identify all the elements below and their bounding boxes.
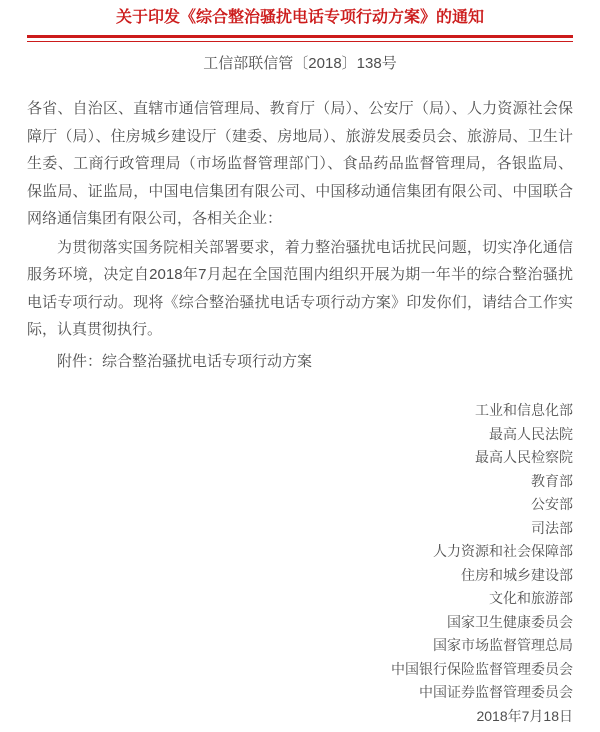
issue-date: 2018年7月18日 bbox=[476, 707, 573, 724]
paragraph-body: 为贯彻落实国务院相关部署要求，着力整治骚扰电话扰民问题，切实净化通信服务环境，决定自2018年7月起在全国范围内组织开展为期一年半的综合整治骚扰电话专项行动。现将《综合整治骚扰电话专项行动方案》印发你们，请结合工作实际，认真贯彻执行。 bbox=[27, 238, 573, 338]
signer-line: 工业和信息化部 bbox=[475, 402, 573, 418]
signer-line: 中国证券监督管理委员会 bbox=[419, 684, 573, 700]
signer-line: 住房和城乡建设部 bbox=[461, 566, 573, 583]
signer-line: 最高人民检察院 bbox=[475, 449, 573, 465]
paragraph-recipients: 各省、自治区、直辖市通信管理局、教育厅（局）、公安厅（局）、人力资源社会保障厅（局）、住房城乡建设厅（建委、房地局）、旅游发展委员会、旅游局、卫生计生委、工商行政管理局（市场监督管理部门）、食品药品监督管理局，各银监局、保监局、证监局，中国电信集团有限公司、中国移动通信集团有限公司、中国联合网络通信集团有限公司，各相关企业： bbox=[27, 100, 573, 227]
signer-line: 司法部 bbox=[531, 519, 573, 536]
signers-block bbox=[27, 399, 573, 728]
signer-line: 教育部 bbox=[531, 472, 573, 489]
signer-line: 最高人民法院 bbox=[489, 425, 573, 442]
attachment-line: 附件：综合整治骚扰电话专项行动方案 bbox=[57, 352, 313, 370]
signer-line: 中国银行保险监督管理委员会 bbox=[391, 660, 573, 677]
red-divider bbox=[27, 35, 573, 42]
signer-line: 人力资源和社会保障部 bbox=[433, 543, 573, 559]
signer-line: 国家卫生健康委员会 bbox=[447, 613, 573, 630]
signer-line: 公安部 bbox=[531, 496, 573, 512]
signer-line: 国家市场监督管理总局 bbox=[433, 637, 573, 653]
notice-title: 关于印发《综合整治骚扰电话专项行动方案》的通知 bbox=[115, 9, 484, 26]
document-number: 工信部联信管〔2018〕138号 bbox=[203, 55, 397, 72]
signer-line: 文化和旅游部 bbox=[489, 590, 573, 606]
